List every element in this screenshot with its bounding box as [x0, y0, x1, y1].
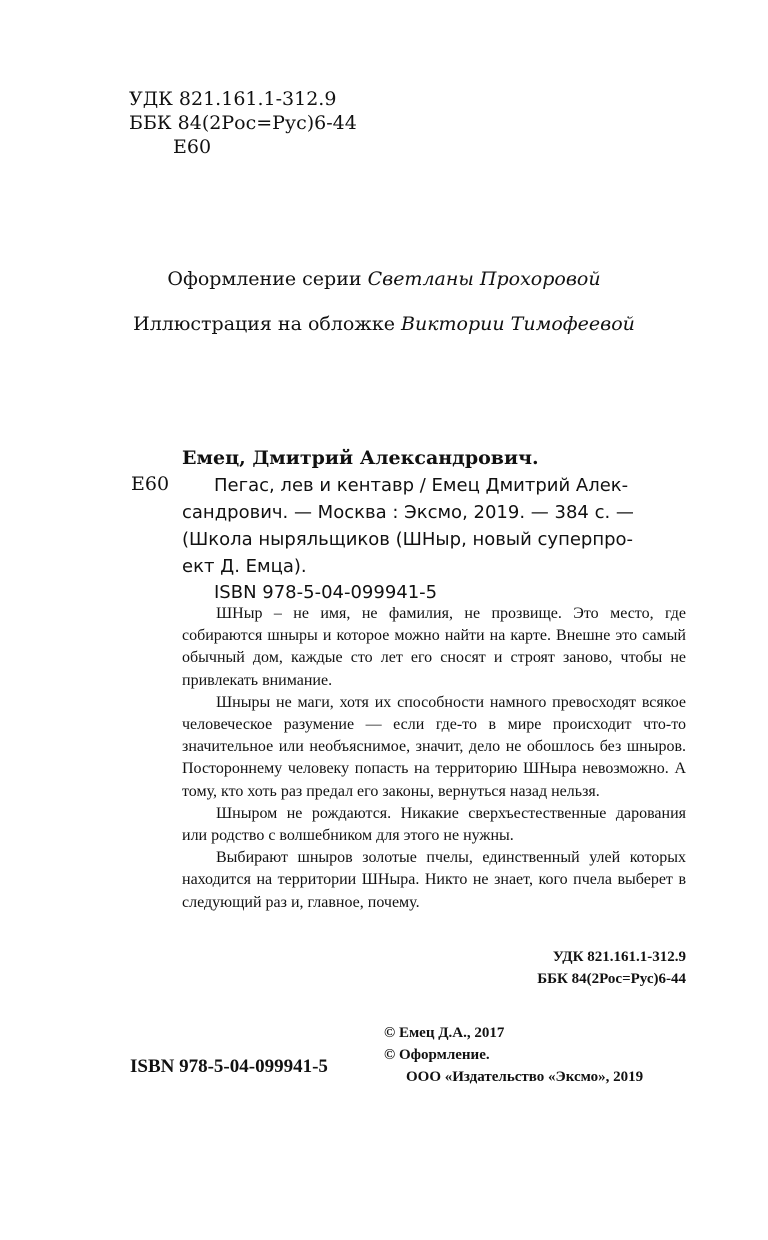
cover-illustration-name: Виктории Тимофеевой	[401, 313, 635, 335]
classification-codes	[129, 87, 357, 159]
annotation-paragraph: Шныром не рождаются. Никакие сверхъестественные дарования или родство с волшебником для этого не нужны.	[182, 804, 686, 845]
footer-bbk: ББК 84(2Рос=Рус)6-44	[537, 971, 686, 987]
copyright-block	[384, 1022, 686, 1088]
cover-illustration-label: Иллюстрация на обложке	[133, 313, 395, 335]
record-cutter: Е60	[131, 473, 170, 495]
series-design-label: Оформление серии	[167, 268, 362, 290]
cutter-code: Е60	[173, 136, 212, 158]
annotation-paragraph: ШНыр – не имя, не фамилия, не прозвище. Это место, где собираются шныры и которое можно найти на карте. Внешне это самый обычный дом, каждые сто лет его сносят и строят заново, чтобы не привлекать внимание.	[182, 605, 686, 689]
description-line: (Школа ныряльщиков (ШНыр, новый суперпро-	[182, 529, 634, 550]
bbk-code: ББК 84(2Рос=Рус)6-44	[129, 112, 357, 134]
copyright-design: © Оформление.	[384, 1047, 490, 1063]
udk-code: УДК 821.161.1-312.9	[129, 88, 337, 110]
author-heading: Емец, Дмитрий Александрович.	[182, 447, 539, 469]
copyright-publisher: ООО «Издательство «Эксмо», 2019	[406, 1069, 644, 1085]
cover-illustration-credit	[0, 313, 768, 335]
footer-udk: УДК 821.161.1-312.9	[552, 949, 686, 965]
description-line: ект Д. Емца).	[182, 556, 307, 577]
isbn-large: ISBN 978-5-04-099941-5	[130, 1056, 328, 1077]
annotation-paragraph: Шныры не маги, хотя их способности намного превосходят всякое человеческое разумение — если где-то в мире происходит что-то значительное или необъяснимое, значит, дело не обошлось без шныров. Постороннему человеку попасть на территорию ШНыра невозможно. А тому, кто хоть раз предал его законы, вернуться назад нельзя.	[182, 693, 686, 800]
annotation	[182, 603, 686, 914]
annotation-paragraph: Выбирают шныров золотые пчелы, единственный улей которых находится на территории ШНыра. Никто не знает, кого пчела выберет в следующий раз и, главное, почему.	[182, 849, 686, 911]
copyright-author: © Емец Д.А., 2017	[384, 1025, 505, 1041]
description-line: сандрович. — Москва : Эксмо, 2019. — 384 с. —	[182, 502, 634, 523]
series-design-name: Светланы Прохоровой	[367, 268, 601, 290]
description-line: Пегас, лев и кентавр / Емец Дмитрий Алек-	[214, 475, 629, 496]
record-isbn: ISBN 978-5-04-099941-5	[214, 582, 438, 603]
bibliographic-description	[182, 472, 634, 580]
footer-codes	[488, 946, 686, 990]
series-design-credit	[0, 268, 768, 290]
